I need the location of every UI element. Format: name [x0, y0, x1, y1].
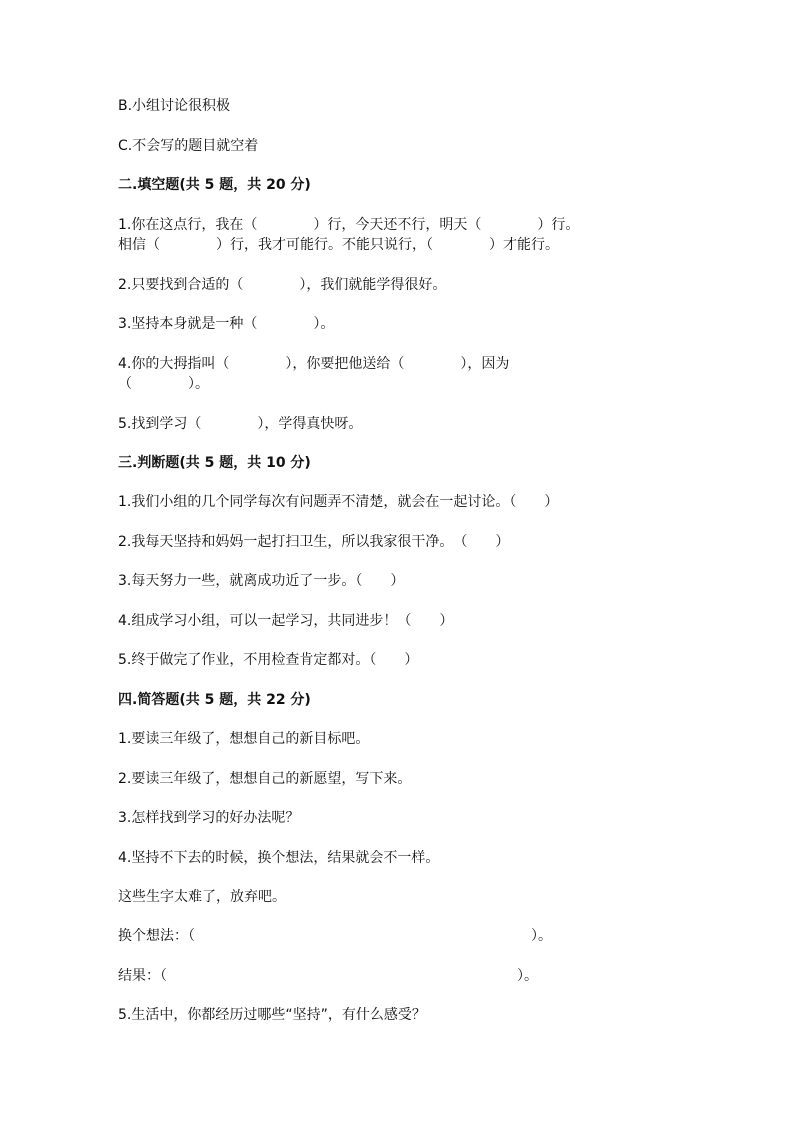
fill-q4-line1: 4.你的大拇指叫（ ），你要把他送给（ ），因为	[118, 356, 510, 372]
judge-q3: 3.每天努力一些，就离成功近了一步。（ ）	[118, 573, 405, 589]
judge-q2: 2.我每天坚持和妈妈一起打扫卫生，所以我家很干净。 （ ）	[118, 534, 510, 550]
fill-q1-line1: 1.你在这点行，我在（ ）行，今天还不行，明天（ ）行。	[118, 217, 580, 233]
judge-q1: 1.我们小组的几个同学每次有问题弄不清楚，就会在一起讨论。（ ）	[118, 494, 559, 510]
judge-q5: 5.终于做完了作业，不用检查肯定都对。（ ）	[118, 652, 419, 668]
section3-heading: 三.判断题(共 5 题，共 10 分)	[118, 455, 311, 471]
fill-q4-line2: （ ）。	[118, 376, 209, 392]
fill-q3: 3.坚持本身就是一种（ ）。	[118, 316, 335, 332]
fill-q2: 2.只要找到合适的（ ），我们就能学得很好。	[118, 277, 447, 293]
short-q5: 5.生活中，你都经历过哪些“坚持”，有什么感受？	[118, 1007, 426, 1023]
fill-q5: 5.找到学习（ ），学得真快呀。	[118, 416, 363, 432]
short-q1: 1.要读三年级了，想想自己的新目标吧。	[118, 731, 370, 747]
short-q3: 3.怎样找到学习的好办法呢？	[118, 810, 300, 826]
short-q4-example: 这些生字太难了，放弃吧。	[118, 889, 286, 905]
short-q2: 2.要读三年级了，想想自己的新愿望，写下来。	[118, 771, 412, 787]
fill-q1-line2: 相信（ ）行，我才可能行。不能只说行，（ ）才能行。	[118, 237, 559, 253]
option-c: C.不会写的题目就空着	[118, 138, 259, 154]
option-b: B.小组讨论很积极	[118, 98, 231, 114]
section4-heading: 四.简答题(共 5 题，共 22 分)	[118, 692, 311, 708]
short-q4-change: 换个想法：（ ）。	[118, 928, 552, 944]
judge-q4: 4.组成学习小组，可以一起学习，共同进步！（ ）	[118, 613, 454, 629]
short-q4-result: 结果：（ ）。	[118, 968, 538, 984]
section2-heading: 二.填空题(共 5 题，共 20 分)	[118, 177, 311, 193]
short-q4: 4.坚持不下去的时候，换个想法，结果就会不一样。	[118, 850, 440, 866]
